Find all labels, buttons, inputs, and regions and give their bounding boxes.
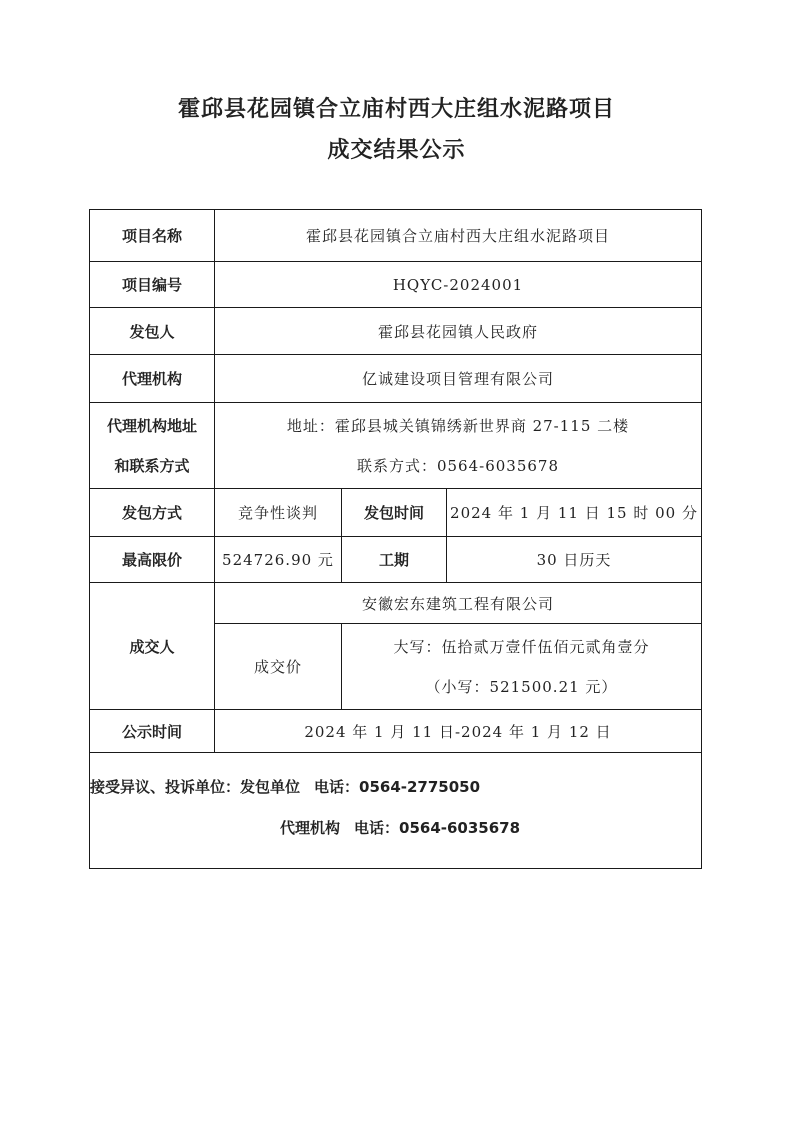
agency-label: 代理机构	[90, 355, 215, 403]
row-agency	[90, 355, 702, 403]
agency-address: 地址：霍邱县城关镇锦绣新世界商 27-115 二楼	[286, 416, 630, 435]
row-winner	[90, 583, 702, 624]
document-subtitle: 成交结果公示	[327, 138, 466, 163]
row-publicity	[90, 710, 702, 753]
employer-label: 发包人	[90, 308, 215, 355]
deal-price-lower: （小写：521500.21 元）	[425, 677, 618, 696]
deal-price-label: 成交价	[215, 624, 342, 710]
publicity-value: 2024 年 1 月 11 日-2024 年 1 月 12 日	[215, 710, 702, 753]
time-label: 发包时间	[342, 489, 447, 537]
period-value: 30 日历天	[447, 537, 702, 583]
complaint-line2	[280, 817, 701, 838]
complaint-cell	[90, 753, 702, 869]
agency-contact: 联系方式：0564-6035678	[356, 456, 560, 475]
complaint-line1	[90, 776, 701, 797]
row-project-no	[90, 262, 702, 308]
period-label: 工期	[342, 537, 447, 583]
row-employer	[90, 308, 702, 355]
project-name-label: 项目名称	[90, 210, 215, 262]
winner-label: 成交人	[90, 583, 215, 710]
project-no-value: HQYC-2024001	[215, 262, 702, 308]
complaint-agency: 代理机构	[280, 819, 341, 837]
agency-address-label	[90, 403, 215, 489]
deal-price-upper: 大写：伍拾贰万壹仟伍佰元贰角壹分	[393, 637, 650, 656]
complaint-phone-2: 电话：0564-6035678	[354, 819, 521, 837]
agency-address-label-line1: 代理机构地址	[106, 416, 197, 435]
complaint-unit: 接受异议、投诉单位：发包单位	[90, 778, 301, 796]
complaint-phone-1: 电话：0564-2775050	[314, 778, 481, 796]
agency-value: 亿诚建设项目管理有限公司	[215, 355, 702, 403]
document-title: 霍邱县花园镇合立庙村西大庄组水泥路项目	[177, 97, 615, 122]
project-name-value: 霍邱县花园镇合立庙村西大庄组水泥路项目	[215, 210, 702, 262]
method-label: 发包方式	[90, 489, 215, 537]
method-value: 竞争性谈判	[215, 489, 342, 537]
agency-address-value	[215, 403, 702, 489]
row-complaint	[90, 753, 702, 869]
project-no-label: 项目编号	[90, 262, 215, 308]
row-agency-address	[90, 403, 702, 489]
max-price-label: 最高限价	[90, 537, 215, 583]
winner-value: 安徽宏东建筑工程有限公司	[215, 583, 702, 624]
publicity-label: 公示时间	[90, 710, 215, 753]
agency-address-label-line2: 和联系方式	[114, 456, 190, 475]
time-value: 2024 年 1 月 11 日 15 时 00 分	[447, 489, 702, 537]
row-max-price	[90, 537, 702, 583]
row-project-name	[90, 210, 702, 262]
max-price-value: 524726.90 元	[215, 537, 342, 583]
row-method	[90, 489, 702, 537]
result-table	[89, 209, 702, 869]
employer-value: 霍邱县花园镇人民政府	[215, 308, 702, 355]
deal-price-value	[342, 624, 702, 710]
